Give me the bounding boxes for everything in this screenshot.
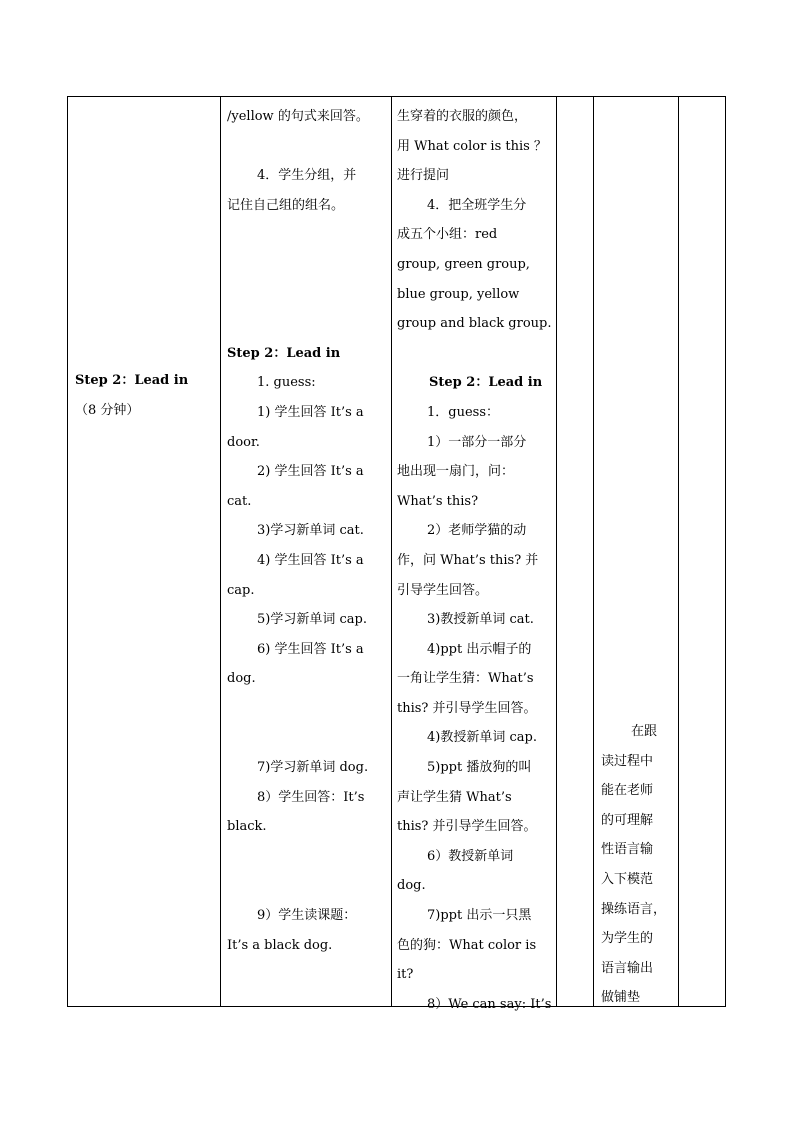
teacher-activity-line: 色的狗：What color is <box>397 937 537 953</box>
design-intent-line: 读过程中 <box>601 753 654 769</box>
teacher-activity-line: 1）一部分一部分 <box>427 434 527 450</box>
teacher-activity-line <box>397 339 551 369</box>
student-activity-line: /yellow 的句式来回答。 <box>227 109 369 124</box>
teacher-activity-line: 6）教授新单词 <box>427 848 514 864</box>
teacher-activity-line: 4)教授新单词 cap. <box>427 730 537 746</box>
teacher-activity-cell <box>397 102 551 1019</box>
design-intent-line: 做铺垫 <box>601 990 641 1006</box>
teacher-activity-line: 8）We can say: It’s <box>427 996 552 1012</box>
teacher-activity-line: 一角让学生猜：What’s <box>397 671 534 687</box>
student-activity-line: cap. <box>227 582 255 598</box>
design-intent-line: 在跟 <box>631 724 658 739</box>
column-divider <box>593 96 594 1007</box>
student-activity-line <box>227 280 369 310</box>
student-activity-line: 8）学生回答：It’s <box>257 789 365 805</box>
student-activity-line: 6) 学生回答 It’s a <box>257 641 364 657</box>
teacher-activity-line: 进行提问 <box>397 168 450 184</box>
step-duration: （8 分钟） <box>75 402 140 418</box>
step-title: Step 2：Lead in <box>75 373 189 388</box>
teacher-activity-line: blue group, yellow <box>397 286 520 302</box>
student-activity-line: cat. <box>227 493 252 509</box>
teacher-activity-line: 3)教授新单词 cat. <box>427 612 534 628</box>
student-activity-line <box>227 723 369 753</box>
teacher-activity-line: 引导学生回答。 <box>397 582 489 598</box>
teacher-activity-line: Step 2：Lead in <box>429 375 543 391</box>
teacher-activity-line: 4)ppt 出示帽子的 <box>427 641 532 657</box>
teacher-activity-line: this? 并引导学生回答。 <box>397 700 537 716</box>
design-intent-cell <box>601 717 666 1013</box>
teacher-activity-line: 用 What color is this ？ <box>397 138 547 154</box>
column-divider <box>220 96 221 1007</box>
student-activity-line: 5)学习新单词 cap. <box>257 612 367 628</box>
teacher-activity-line: 7)ppt 出示一只黑 <box>427 908 532 924</box>
student-activity-line: dog. <box>227 671 256 687</box>
teacher-activity-line: group, green group, <box>397 256 530 272</box>
student-activity-line: 9）学生读课题： <box>257 908 357 924</box>
design-intent-line: 语言输出 <box>601 960 654 976</box>
teacher-activity-line: this? 并引导学生回答。 <box>397 819 537 835</box>
teacher-activity-line: dog. <box>397 878 426 894</box>
teacher-activity-line: 1．guess： <box>427 404 500 420</box>
student-activity-line: door. <box>227 434 260 450</box>
teacher-activity-line: 4．把全班学生分 <box>427 197 527 213</box>
student-activity-line <box>227 309 369 339</box>
student-activity-line: 4．学生分组，并 <box>257 168 357 184</box>
column-divider <box>556 96 557 1007</box>
student-activity-line: 3)学习新单词 cat. <box>257 523 364 539</box>
teacher-activity-line: 声让学生猜 What’s <box>397 789 512 805</box>
teacher-activity-line: 成五个小组：red <box>397 227 498 243</box>
student-activity-line <box>227 842 369 872</box>
student-activity-line <box>227 132 369 162</box>
column-divider <box>391 96 392 1007</box>
step-cell <box>75 366 188 425</box>
student-activity-line: black. <box>227 819 267 835</box>
student-activity-line: 记住自己组的组名。 <box>227 197 345 213</box>
design-intent-line: 为学生的 <box>601 931 654 947</box>
design-intent-line: 的可理解 <box>601 812 654 828</box>
teacher-activity-line: 地出现一扇门，问： <box>397 464 515 480</box>
student-activity-cell <box>227 102 369 960</box>
student-activity-line <box>227 250 369 280</box>
design-intent-line: 性语言输 <box>601 842 654 858</box>
teacher-activity-line: it? <box>397 967 414 983</box>
teacher-activity-line: 5)ppt 播放狗的叫 <box>427 760 532 776</box>
teacher-activity-line: group and black group. <box>397 316 552 332</box>
student-activity-line: Step 2：Lead in <box>227 345 341 361</box>
student-activity-line: 4) 学生回答 It’s a <box>257 552 364 568</box>
teacher-activity-line: 生穿着的衣服的颜色， <box>397 109 528 124</box>
student-activity-line: 1. guess: <box>257 375 316 391</box>
design-intent-line: 入下模范 <box>601 871 654 887</box>
column-divider <box>678 96 679 1007</box>
student-activity-line: 1) 学生回答 It’s a <box>257 404 364 420</box>
student-activity-line <box>227 694 369 724</box>
student-activity-line: 7)学习新单词 dog. <box>257 760 369 776</box>
design-intent-line: 能在老师 <box>601 783 654 799</box>
teacher-activity-line: 作，问 What’s this? 并 <box>397 552 539 568</box>
student-activity-line: It’s a black dog. <box>227 937 333 953</box>
student-activity-line <box>227 871 369 901</box>
teacher-activity-line: What’s this? <box>397 493 479 509</box>
student-activity-line <box>227 220 369 250</box>
design-intent-line: 操练语言， <box>601 901 667 917</box>
teacher-activity-line: 2）老师学猫的动 <box>427 523 527 539</box>
student-activity-line: 2) 学生回答 It’s a <box>257 464 364 480</box>
